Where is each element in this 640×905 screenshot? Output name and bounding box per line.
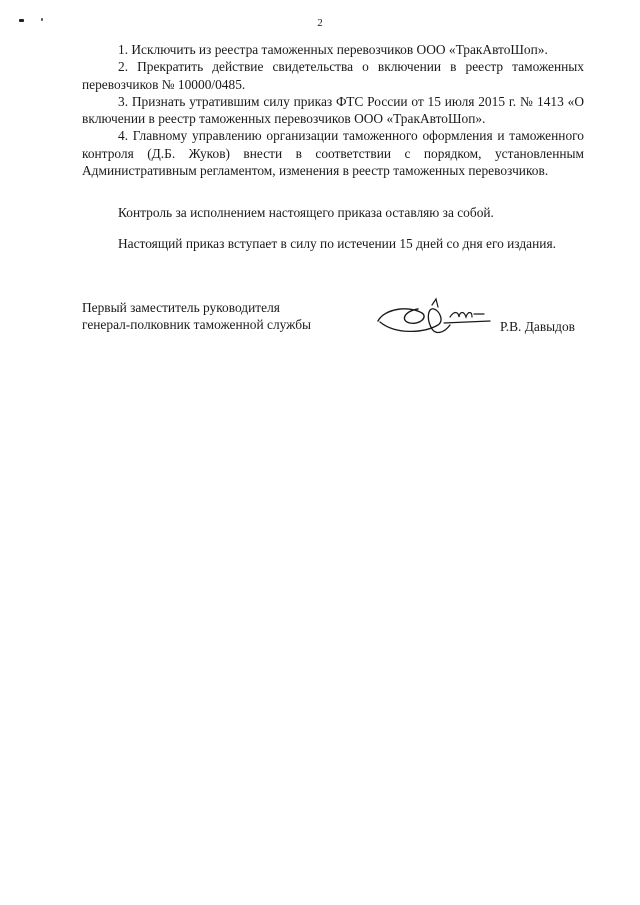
signer-position-line-1: Первый заместитель руководителя	[82, 300, 280, 315]
order-item-4: 4. Главному управлению организации таможенного оформления и таможенного контроля (Д.Б. Жуков) внести в соответствии с порядком, установленным Административным регламентом, изменения в реестр таможенных перевозчиков.	[82, 128, 584, 179]
page-number: 2	[317, 17, 323, 29]
signer-position-line-2: генерал-полковник таможенной службы	[82, 317, 312, 333]
signer-name: Р.В. Давыдов	[500, 319, 575, 334]
signer-position	[82, 299, 311, 334]
order-item-3: 3. Признать утратившим силу приказ ФТС России от 15 июля 2015 г. № 1413 «О включении в реестр таможенных перевозчиков ООО «ТракАвтоШоп».	[82, 93, 584, 127]
control-statement: Контроль за исполнением настоящего приказа оставляю за собой.	[118, 205, 494, 220]
effective-date-statement: Настоящий приказ вступает в силу по истечении 15 дней со дня его издания.	[118, 236, 556, 251]
signature-block	[82, 299, 602, 359]
order-item-1: 1. Исключить из реестра таможенных перевозчиков ООО «ТракАвтоШоп».	[118, 42, 548, 57]
order-item-2: 2. Прекратить действие свидетельства о включении в реестр таможенных перевозчиков № 10000/0485.	[82, 59, 584, 92]
handwritten-signature	[374, 295, 496, 341]
order-items	[82, 41, 584, 179]
